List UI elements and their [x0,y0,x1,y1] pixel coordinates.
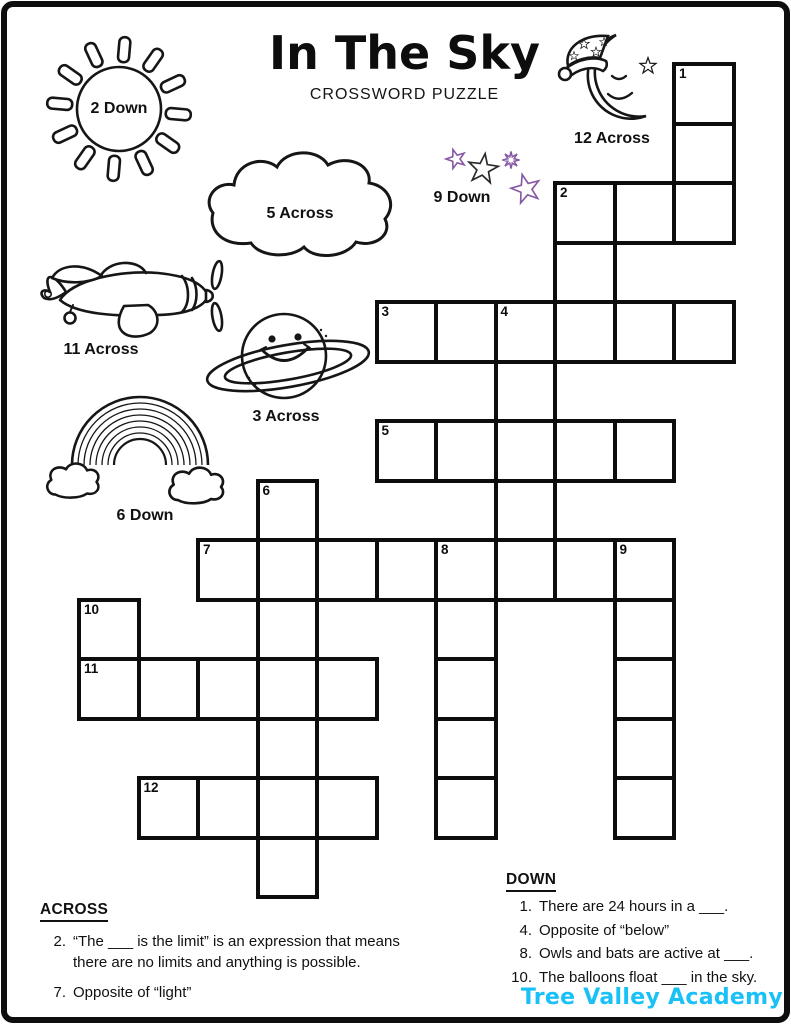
grid-cell[interactable] [434,717,498,781]
grid-cell[interactable] [613,419,677,483]
stars-label: 9 Down [433,189,491,206]
planet-label: 3 Across [252,408,320,425]
grid-cell[interactable] [672,122,736,186]
grid-cell[interactable] [553,538,617,602]
grid-cell[interactable] [256,538,320,602]
down-clues-section [506,871,786,986]
grid-cell[interactable] [494,538,558,602]
grid-cell[interactable] [375,538,439,602]
grid-cell[interactable] [672,62,736,126]
grid-cell[interactable] [77,598,141,662]
clue-item [40,982,440,1003]
grid-cell[interactable] [196,538,260,602]
grid-cell[interactable] [196,776,260,840]
airplane-label: 11 Across [63,341,139,358]
grid-cell[interactable] [553,300,617,364]
grid-cell[interactable] [613,657,677,721]
grid-cell[interactable] [494,300,558,364]
grid-cell[interactable] [375,300,439,364]
grid-cell[interactable] [494,419,558,483]
grid-cell[interactable] [256,776,320,840]
cell-number: 2 [560,185,568,200]
grid-cell[interactable] [315,776,379,840]
clue-number: 1. [519,898,532,915]
grid-cell[interactable] [613,776,677,840]
clue-text: Opposite of “below” [539,921,670,939]
grid-cell[interactable] [315,657,379,721]
down-clue-list [506,898,786,986]
grid-cell[interactable] [672,181,736,245]
grid-cell[interactable] [494,360,558,424]
grid-cell[interactable] [613,538,677,602]
clue-number: 7. [53,984,66,1001]
clue-number: 2. [53,933,66,950]
clue-item [40,931,440,973]
grid-cell[interactable] [434,776,498,840]
grid-cell[interactable] [196,657,260,721]
cloud-label: 5 Across [266,205,334,222]
across-clues-section [40,901,440,1003]
cell-number: 3 [381,304,390,319]
grid-cell[interactable] [672,300,736,364]
grid-cell[interactable] [434,538,498,602]
clue-text: There are 24 hours in a ___. [539,898,729,915]
grid-cell[interactable] [256,598,320,662]
cell-number: 8 [441,542,449,557]
grid-cell[interactable] [434,657,498,721]
grid-cell[interactable] [137,776,201,840]
cell-number: 6 [262,482,271,498]
across-clue-list [40,931,440,1003]
grid-cell[interactable] [553,181,617,245]
moon-label: 12 Across [574,130,650,147]
clue-number: 10. [511,968,532,986]
cell-number: 9 [619,542,628,557]
clue-number: 8. [519,945,532,962]
cell-number: 5 [381,423,390,438]
moon-icon [556,30,666,132]
down-heading: DOWN [506,871,556,892]
grid-cell[interactable] [613,717,677,781]
grid-cell[interactable] [256,479,320,543]
grid-cell[interactable] [256,717,320,781]
brand-logo: Tree Valley Academy [520,985,783,1010]
rainbow-label: 6 Down [116,507,174,524]
clue-text: Owls and bats are active at ___. [539,945,754,962]
grid-cell[interactable] [434,300,498,364]
clue-text: The balloons float ___ in the sky. [539,968,758,986]
clue-item [506,922,786,940]
clue-text: Opposite of “light” [73,984,192,1001]
cell-number: 7 [203,542,211,557]
grid-cell[interactable] [613,181,677,245]
grid-cell[interactable] [434,419,498,483]
cell-number: 10 [84,601,100,617]
rainbow-icon [40,392,236,512]
grid-cell[interactable] [553,241,617,305]
clue-item [506,898,786,916]
grid-cell[interactable] [553,419,617,483]
cell-number: 12 [143,780,159,795]
cell-number: 1 [679,66,687,81]
cell-number: 11 [84,661,99,676]
grid-cell[interactable] [256,836,320,900]
clue-item [506,969,786,987]
clue-number: 4. [519,921,532,939]
grid-cell[interactable] [613,300,677,364]
clue-item [506,945,786,963]
grid-cell[interactable] [137,657,201,721]
page-title: In The Sky [269,26,540,80]
grid-cell[interactable] [613,598,677,662]
cell-number: 4 [500,304,509,319]
across-heading: ACROSS [40,901,108,922]
clue-text: “The ___ is the limit” is an expression that means there are no limits and anything is possible. [73,933,400,971]
grid-cell[interactable] [315,538,379,602]
grid-cell[interactable] [434,598,498,662]
grid-cell[interactable] [256,657,320,721]
page-subtitle: CROSSWORD PUZZLE [309,86,500,103]
grid-cell[interactable] [494,479,558,543]
sun-label: 2 Down [90,100,148,117]
grid-cell[interactable] [375,419,439,483]
grid-cell[interactable] [77,657,141,721]
